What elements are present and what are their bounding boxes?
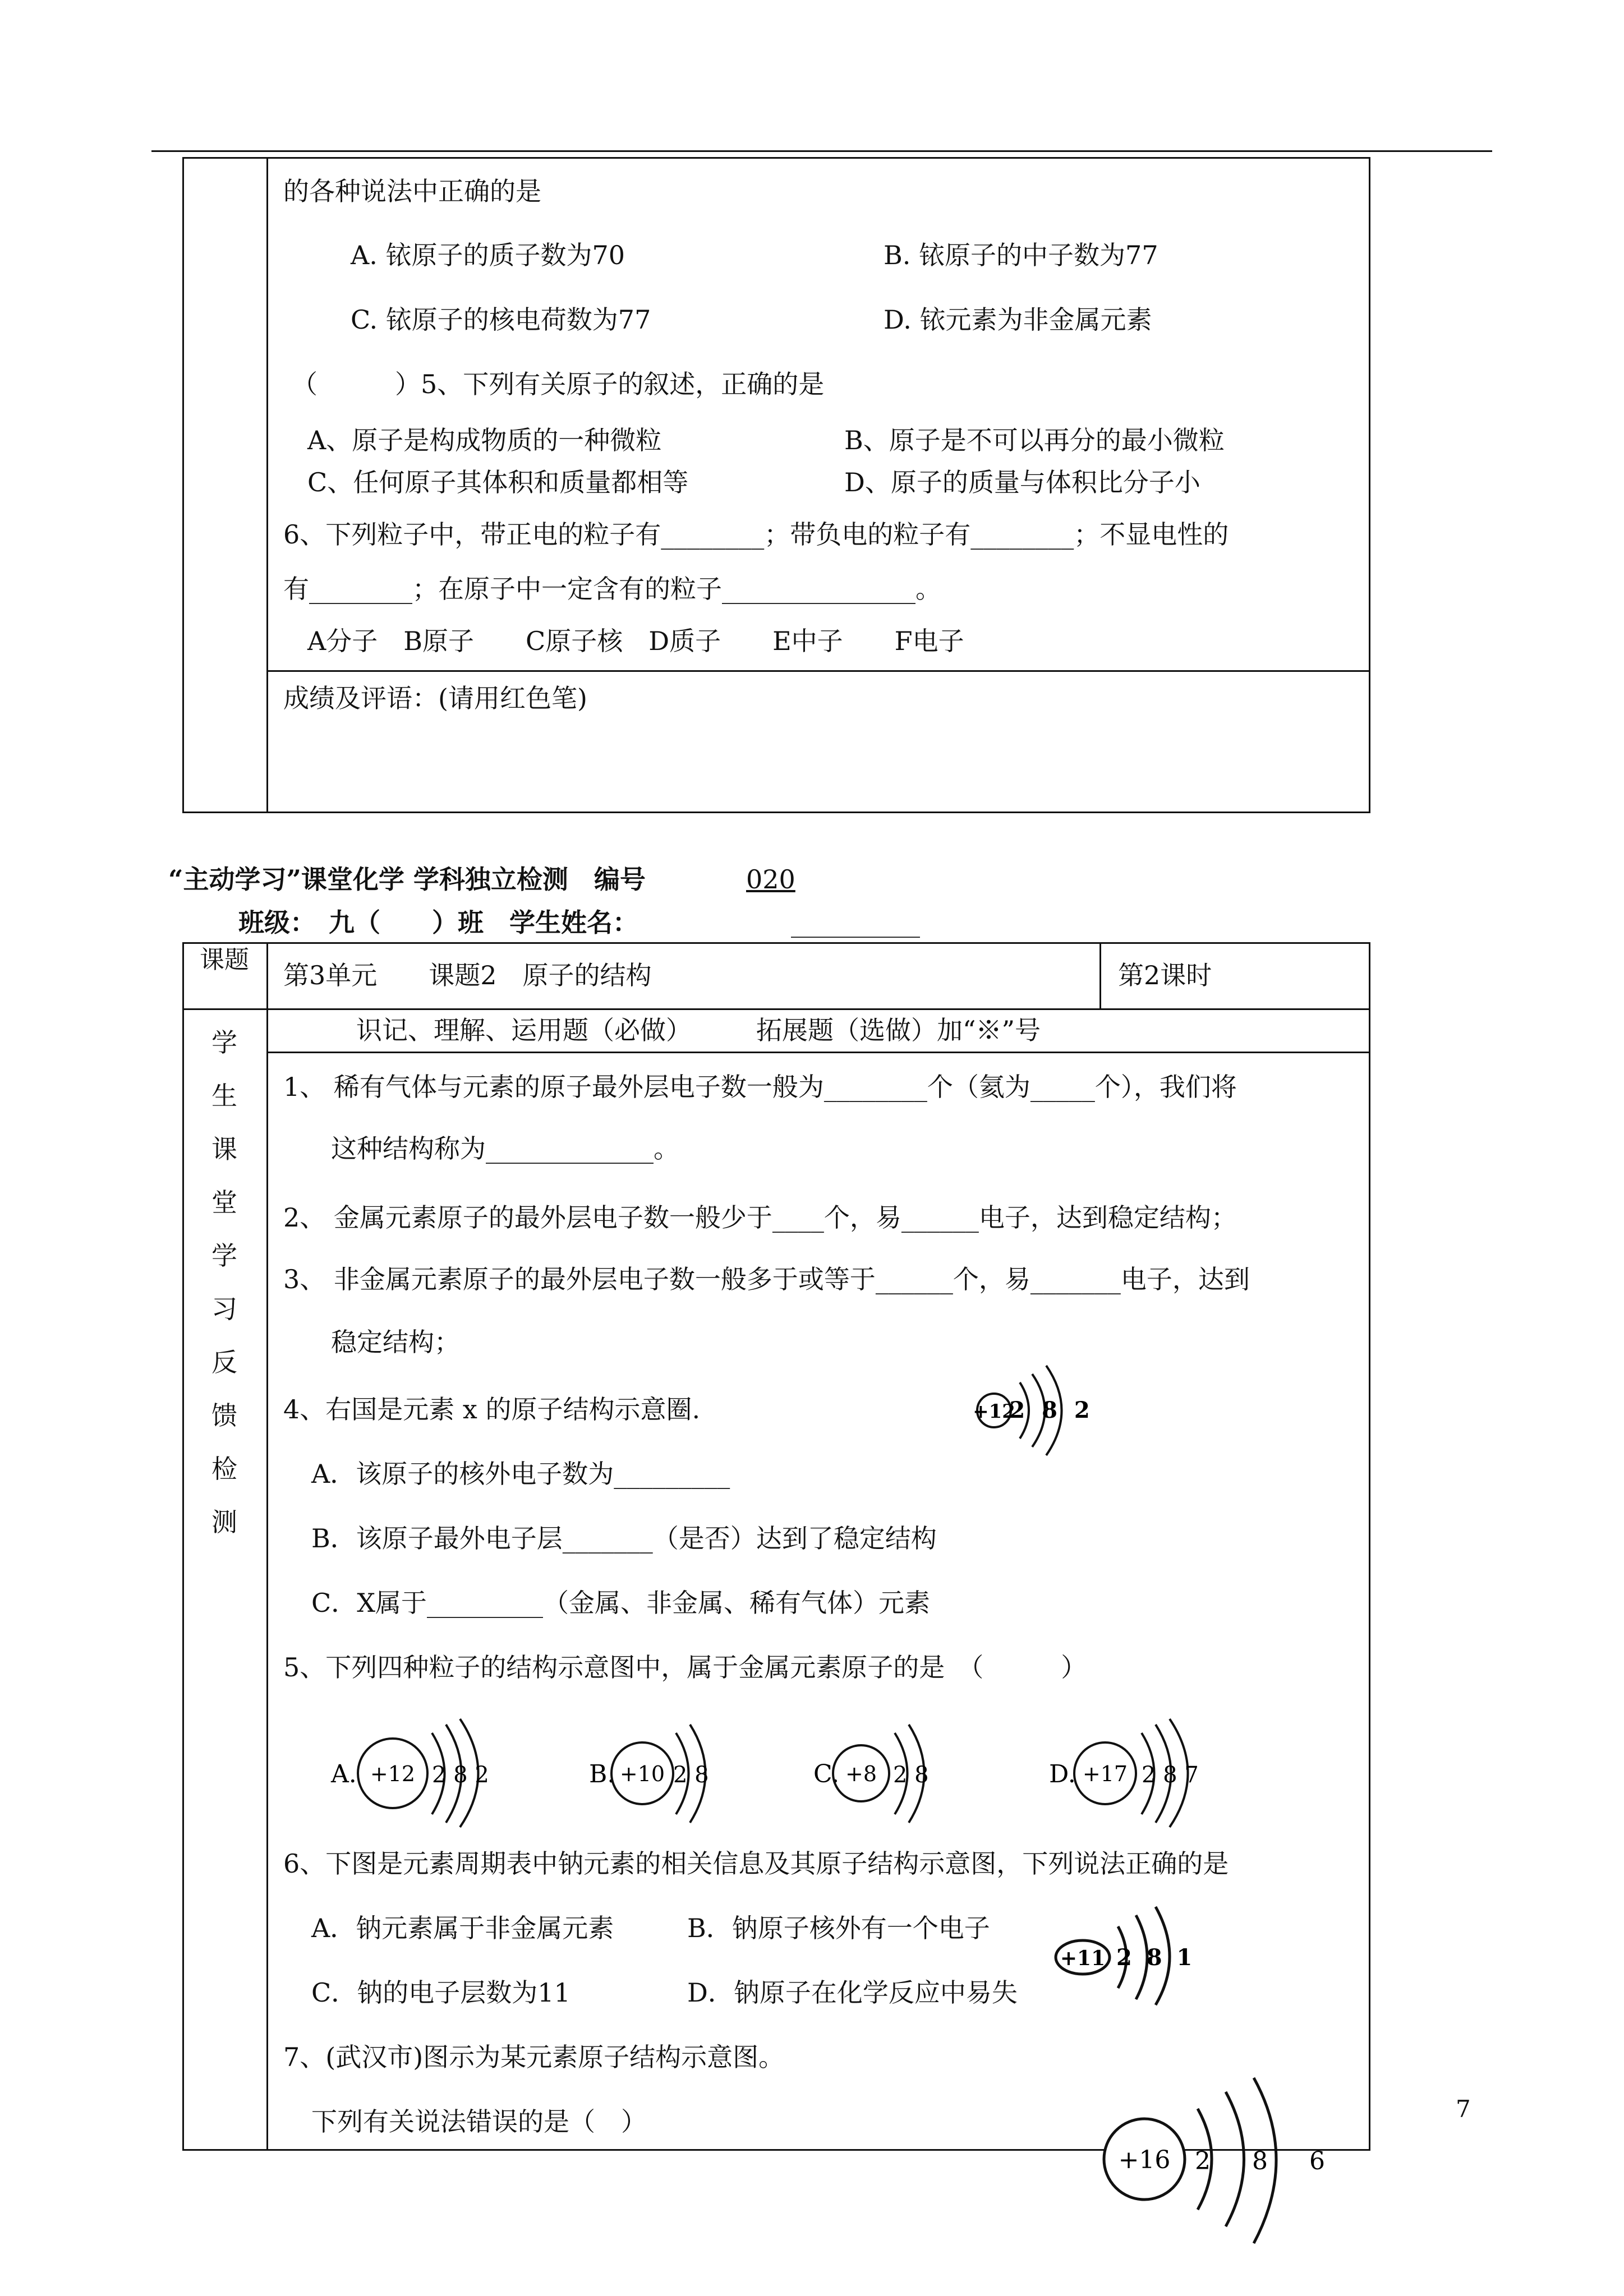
- q6-stem: 6、下图是元素周期表中钠元素的相关信息及其原子结构示意图，下列说法正确的是: [283, 1848, 1229, 1879]
- left-label-char: 课: [211, 1134, 237, 1164]
- student-name-blank: __________: [791, 907, 920, 938]
- left-label-char: 学: [211, 1027, 237, 1058]
- q4-b: B．该原子最外电子层_______（是否）达到了稳定结构: [311, 1523, 937, 1553]
- atom-x-nucleus-label: +12: [973, 1400, 1015, 1423]
- option-d-nucleus-label: +17: [1082, 1762, 1128, 1786]
- sodium-shell-counts: 2 8 1: [1116, 1944, 1196, 1971]
- left-label-char: 馈: [211, 1400, 237, 1431]
- top-table-divider: [266, 157, 268, 813]
- q6-line2: 有________；在原子中一定含有的粒子_______________。: [283, 574, 941, 604]
- sulfur-atom-diagram: [1099, 2075, 1342, 2260]
- q5-options-diagrams: [331, 1716, 1430, 1828]
- option-c-label: C.: [813, 1760, 840, 1788]
- option-a-label: A.: [331, 1760, 357, 1788]
- option-d-label: D.: [1049, 1760, 1076, 1788]
- score-label: 成绩及评语：(请用红色笔): [283, 683, 587, 713]
- sheet-number: 020: [746, 864, 795, 895]
- option-d-diagram: [1049, 1719, 1199, 1827]
- sheet-title: “主动学习”课堂化学 学科独立检测 编号: [168, 864, 646, 895]
- q4-option-a: A. 铱原子的质子数为70: [351, 240, 625, 270]
- q6-d: D．钠原子在化学反应中易失: [687, 1977, 1018, 2008]
- q3-line1: 3、 非金属元素原子的最外层电子数一般多于或等于______个，易_______电子，达到: [283, 1264, 1250, 1294]
- left-label-char: 堂: [211, 1187, 237, 1218]
- option-d-shell-counts: 2 8 7: [1142, 1762, 1199, 1788]
- option-c-diagram: [813, 1725, 929, 1823]
- q5-option-a: A、原子是构成物质的一种微粒: [307, 425, 662, 455]
- q6-choices: A分子 B原子 C原子核 D质子 E中子 F电子: [307, 626, 964, 656]
- q5-option-c: C、任何原子其体积和质量都相等: [307, 467, 689, 497]
- option-c-shell-counts: 2 8: [893, 1762, 929, 1788]
- class-line: 班级： 九（ ）班 学生姓名：: [238, 907, 638, 938]
- option-b-label: B.: [589, 1760, 615, 1788]
- sodium-atom-diagram: [1052, 1901, 1196, 2008]
- option-a-diagram: [330, 1719, 489, 1827]
- q4-c: C．X属于_________（金属、非金属、稀有气体）元素: [311, 1588, 930, 1618]
- atom-diagram-x: [973, 1357, 1111, 1464]
- q1-line1: 1、 稀有气体与元素的原子最外层电子数一般为________个（氦为_____个），我们将: [283, 1072, 1237, 1102]
- option-c-nucleus-label: +8: [845, 1762, 877, 1786]
- period-label: 第2课时: [1118, 960, 1212, 990]
- option-b-shell-counts: 2 8: [673, 1762, 709, 1788]
- instructions: 识记、理解、运用题（必做） 拓展题（选做）加“※”号: [356, 1015, 1041, 1045]
- header-rule: [151, 150, 1492, 152]
- main-table-divider: [266, 942, 268, 2151]
- q3-line2: 稳定结构；: [331, 1327, 460, 1357]
- left-label-char: 测: [211, 1507, 237, 1537]
- q2: 2、 金属元素原子的最外层电子数一般少于____个，易______电子，达到稳定结构；: [283, 1202, 1237, 1233]
- q4-stem: 4、右国是元素 x 的原子结构示意圈.: [283, 1394, 701, 1424]
- page-number: 7: [1456, 2095, 1471, 2123]
- q4-a: A．该原子的核外电子数为_________: [311, 1459, 730, 1489]
- left-label-char: 反: [211, 1347, 237, 1377]
- sulfur-shell-counts: 2 8 6: [1195, 2147, 1342, 2175]
- q7-stem: 7、(武汉市)图示为某元素原子结构示意图。: [283, 2042, 785, 2072]
- q4-tail: 的各种说法中正确的是: [283, 176, 541, 206]
- main-table-row2-divider: [266, 1052, 1370, 1053]
- option-a-nucleus-label: +12: [370, 1762, 416, 1786]
- top-table-row-divider: [266, 670, 1370, 672]
- q6-a: A．钠元素属于非金属元素: [311, 1913, 614, 1943]
- option-b-nucleus-label: +10: [619, 1762, 665, 1786]
- q4-option-b: B. 铱原子的中子数为77: [884, 240, 1158, 270]
- q6-c: C．钠的电子层数为11: [311, 1977, 571, 2008]
- atom-x-shell-counts: 2 8 2: [1009, 1397, 1094, 1423]
- left-label-char: 生: [211, 1081, 237, 1111]
- q4-option-d: D. 铱元素为非金属元素: [884, 305, 1152, 335]
- topic-label: 课题: [200, 946, 249, 974]
- option-b-diagram: [589, 1725, 709, 1823]
- q7-sub: 下列有关说法错误的是（ ）: [311, 2106, 647, 2137]
- left-label-char: 习: [211, 1294, 237, 1324]
- left-label-char: 检: [211, 1454, 237, 1484]
- q5-stem-main: 5、下列四种粒子的结构示意图中，属于金属元素原子的是 （ ）: [283, 1652, 1087, 1682]
- q6-line1: 6、下列粒子中，带正电的粒子有________；带负电的粒子有________；不显电性的: [283, 519, 1229, 550]
- q4-option-c: C. 铱原子的核电荷数为77: [351, 305, 651, 335]
- q5-option-d: D、原子的质量与体积比分子小: [844, 467, 1200, 497]
- q5-stem: （ ）5、下列有关原子的叙述，正确的是: [292, 369, 825, 399]
- q1-line2: 这种结构称为_____________。: [331, 1133, 679, 1164]
- q6-b: B．钠原子核外有一个电子: [687, 1913, 990, 1943]
- left-label-char: 学: [211, 1241, 237, 1271]
- sulfur-nucleus-label: +16: [1118, 2146, 1171, 2174]
- unit-title: 第3单元 课题2 原子的结构: [283, 960, 652, 990]
- period-divider: [1099, 942, 1101, 1008]
- q5-option-b: B、原子是不可以再分的最小微粒: [844, 425, 1225, 455]
- option-a-shell-counts: 2 8 2: [432, 1762, 489, 1788]
- main-table-row1-divider: [182, 1008, 1370, 1010]
- sodium-nucleus-label: +11: [1060, 1947, 1106, 1970]
